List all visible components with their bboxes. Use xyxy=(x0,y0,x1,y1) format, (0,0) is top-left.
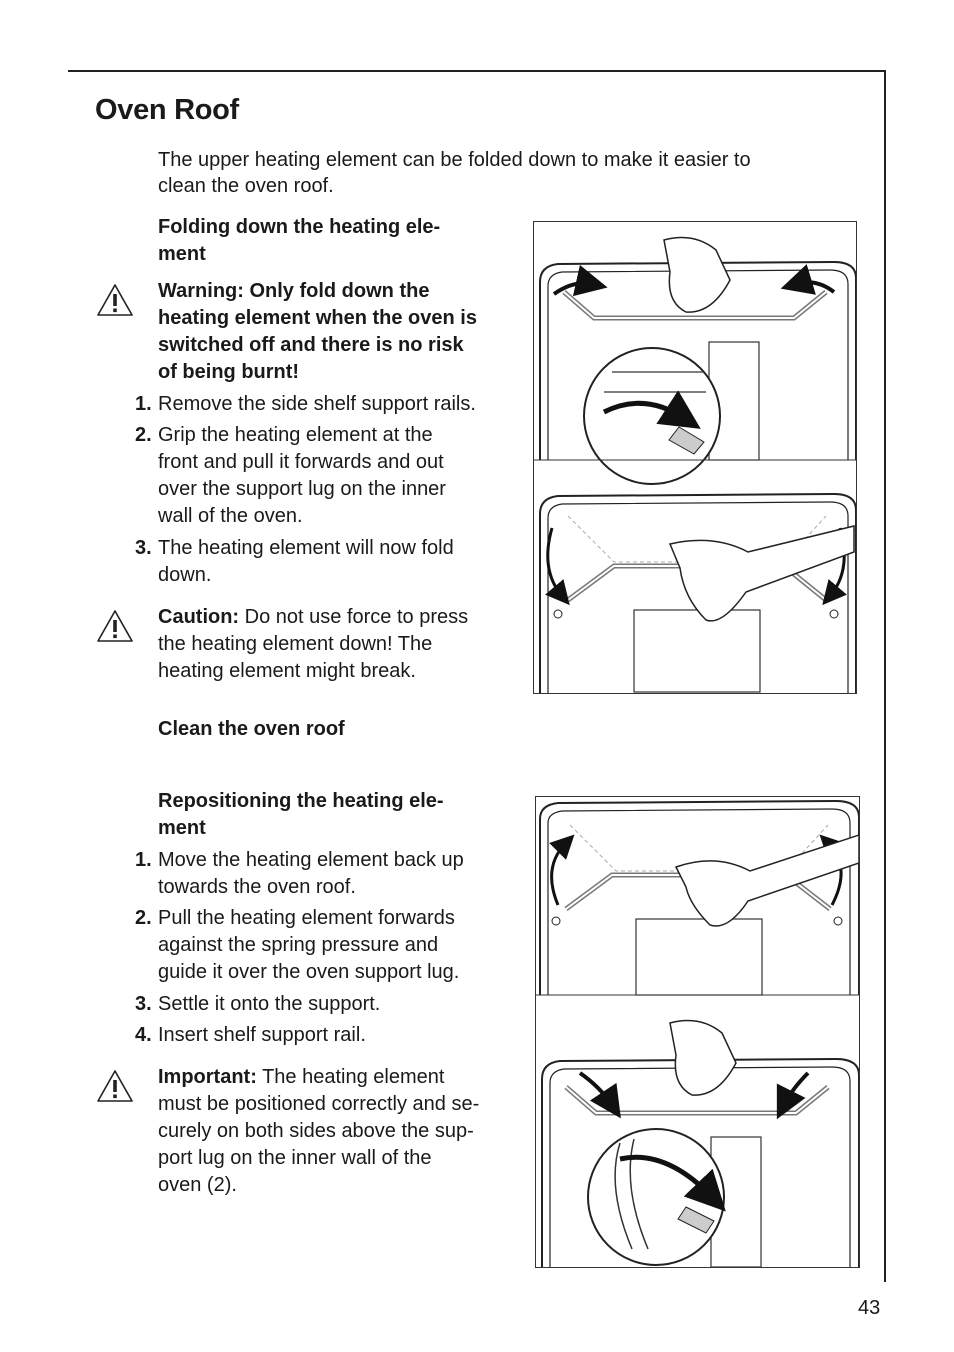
caution-line-1 xyxy=(158,604,468,631)
warning-line-3: switched off and there is no risk xyxy=(158,334,464,356)
reposition-step-number: 4. xyxy=(135,1024,152,1046)
reposition-step-number: 1. xyxy=(135,849,152,871)
fold-heading-line-1: Folding down the heating ele- xyxy=(158,216,441,238)
fold-step-3-line-1: The heating element will now fold xyxy=(158,537,454,559)
reposition-heading-line-2: ment xyxy=(158,817,206,839)
fold-heading-line-2: ment xyxy=(158,243,206,265)
page-title: Oven Roof xyxy=(95,94,239,126)
fold-step-2-line-2: front and pull it forwards and out xyxy=(158,451,444,473)
warning-line-4: of being burnt! xyxy=(158,361,300,383)
fold-down-illustration xyxy=(533,221,857,694)
top-rule xyxy=(68,70,886,72)
reposition-heading-line-1: Repositioning the heating ele- xyxy=(158,790,444,812)
important-text: The heating element xyxy=(262,1066,445,1088)
oven-raising-view xyxy=(540,801,859,995)
reposition-step-1-line-1: Move the heating element back up xyxy=(158,849,464,871)
important-label: Important: xyxy=(158,1066,257,1088)
reposition-step-2-line-2: against the spring pressure and xyxy=(158,934,439,956)
clean-heading: Clean the oven roof xyxy=(158,718,345,740)
oven-top-view xyxy=(540,238,856,484)
warning-line-1: Warning: Only fold down the xyxy=(158,280,430,302)
warning-triangle-icon xyxy=(96,1068,134,1104)
right-rule xyxy=(884,70,886,1282)
reposition-step-number: 3. xyxy=(135,993,152,1015)
fold-step-number: 1. xyxy=(135,393,152,415)
warning-line-2: heating element when the oven is xyxy=(158,307,477,329)
warning-triangle-icon xyxy=(96,608,134,644)
fold-step-1-line-1: Remove the side shelf support rails. xyxy=(158,393,476,415)
reposition-step-1-line-2: towards the oven roof. xyxy=(158,876,356,898)
reposition-step-2-line-3: guide it over the oven support lug. xyxy=(158,961,460,983)
warning-triangle-icon xyxy=(96,282,134,318)
oven-secured-view xyxy=(542,1021,859,1267)
important-line-3: curely on both sides above the sup- xyxy=(158,1120,474,1142)
oven-folded-view xyxy=(540,494,856,693)
fold-step-2-line-3: over the support lug on the inner xyxy=(158,478,446,500)
fold-step-number: 3. xyxy=(135,537,152,559)
page-number: 43 xyxy=(858,1297,881,1319)
important-line-2: must be positioned correctly and se- xyxy=(158,1093,480,1115)
fold-step-2-line-1: Grip the heating element at the xyxy=(158,424,433,446)
reposition-step-2-line-1: Pull the heating element forwards xyxy=(158,907,455,929)
caution-line-2: the heating element down! The xyxy=(158,633,433,655)
caution-line-3: heating element might break. xyxy=(158,660,416,682)
important-line-1 xyxy=(158,1064,444,1091)
reposition-step-4-line-1: Insert shelf support rail. xyxy=(158,1024,366,1046)
important-line-5: oven (2). xyxy=(158,1174,237,1196)
reposition-illustration xyxy=(535,796,860,1268)
intro-line-1: The upper heating element can be folded down to make it easier to xyxy=(158,149,751,171)
reposition-step-3-line-1: Settle it onto the support. xyxy=(158,993,381,1015)
caution-text: Do not use force to press xyxy=(244,606,469,628)
caution-label: Caution: xyxy=(158,606,240,628)
fold-step-2-line-4: wall of the oven. xyxy=(158,505,303,527)
reposition-step-number: 2. xyxy=(135,907,152,929)
important-line-4: port lug on the inner wall of the xyxy=(158,1147,432,1169)
intro-line-2: clean the oven roof. xyxy=(158,175,334,197)
fold-step-3-line-2: down. xyxy=(158,564,212,586)
fold-step-number: 2. xyxy=(135,424,152,446)
